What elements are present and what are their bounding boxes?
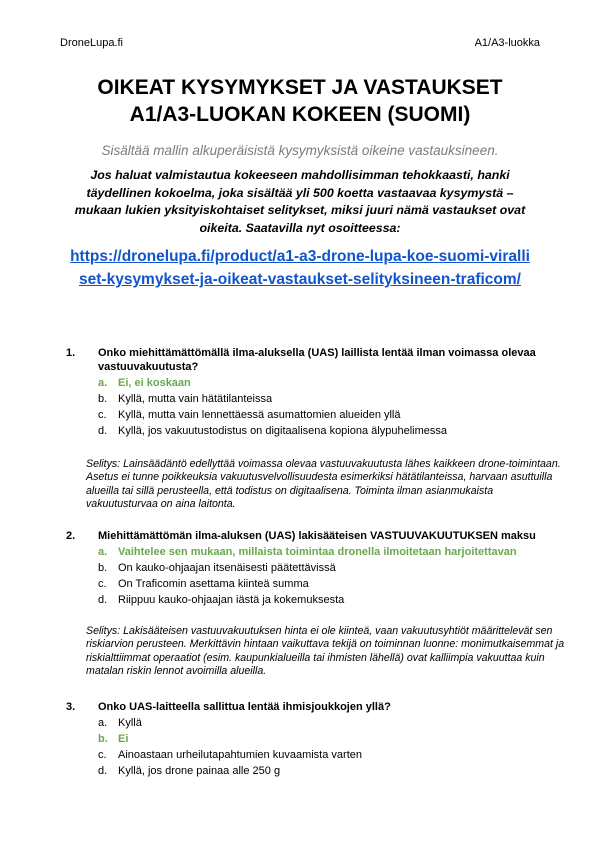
subtitle: Sisältää mallin alkuperäisistä kysymyksistä oikeine vastauksineen. <box>101 143 499 158</box>
answer-option: c. Kyllä, mutta vain lennettäessä asumattomien alueiden yllä <box>98 409 401 421</box>
answer-option-correct: b. Ei <box>98 733 129 745</box>
page-title <box>40 74 560 128</box>
question-text: Onko UAS-laitteella sallittua lentää ihmisjoukkojen yllä? <box>98 701 391 713</box>
header-category: A1/A3-luokka <box>474 37 540 49</box>
answer-option-correct: a. Ei, ei koskaan <box>98 377 191 389</box>
question-number: 1. <box>66 347 76 359</box>
answer-option: a. Kyllä <box>98 717 142 729</box>
question-text: Miehittämättömän ilma-aluksen (UAS) lakisääteisen VASTUUVAKUUTUKSEN maksu <box>98 530 536 542</box>
answer-option: d. Kyllä, jos drone painaa alle 250 g <box>98 765 281 777</box>
answer-option: b. Kyllä, mutta vain hätätilanteissa <box>98 393 273 405</box>
answer-option: c. Ainoastaan urheilutapahtumien kuvaamista varten <box>98 749 362 761</box>
answer-options <box>98 715 558 779</box>
answer-option: d. Kyllä, jos vakuutustodistus on digitaalisena kopiona älypuhelimessa <box>98 425 447 437</box>
question-text: Onko miehittämättömällä ilma-aluksella (UAS) laillista lentää ilman voimassa olevaa vastuuvakuutusta? <box>98 347 536 373</box>
promo-text: Jos haluat valmistautua kokeeseen mahdollisimman tehokkaasti, hanki täydellinen kokoelma, joka sisältää yli 500 koetta vastaavaa kysymystä – mukaan lukien yksityiskohtaiset selitykset, miksi juuri nämä vastaukset ovat oikeita. Saatavilla nyt osoitteessa: <box>74 168 526 235</box>
title-line-2: A1/A3-LUOKAN KOKEEN (SUOMI) <box>129 103 471 126</box>
explanation: Selitys: Lainsäädäntö edellyttää voimassa olevaa vastuuvakuutusta lähes kaikkeen drone-toimintaan. Asetus ei tunne poikkeuksia vakuutusvelvollisuudesta esimerkiksi hätätilanteissa, harvaan asuttuilla alueilla tai sillä perusteella, että todistus on digitaalisena. Toiminta ilman asianmukaista vakuutusturvaa on aina laitonta. <box>86 458 561 510</box>
answer-options <box>98 375 558 439</box>
question-number: 3. <box>66 701 76 713</box>
explanation: Selitys: Lakisääteisen vastuuvakuutuksen hinta ei ole kiinteä, vaan vakuutusyhtiöt määrittelevät sen riskiarvion perusteen. Merkittävin hintaan vaikuttava tekijä on toiminnan luonne: monimutkaisemmat ja riskialttiimmat operaatiot (esim. kaupunkialueilla tai ihmisten lähellä) ovat kalliimpia vakuuttaa kuin matalan riskin lennot avoimilla alueilla. <box>86 625 565 677</box>
answer-option: d. Riippuu kauko-ohjaajan iästä ja kokemuksesta <box>98 594 345 606</box>
answer-option-correct: a. Vaihtelee sen mukaan, millaista toimintaa dronella ilmoitetaan harjoitettavan <box>98 546 517 558</box>
header-site-name: DroneLupa.fi <box>60 37 123 49</box>
title-line-1: OIKEAT KYSYMYKSET JA VASTAUKSET <box>97 76 503 99</box>
answer-options <box>98 544 558 608</box>
answer-option: b. On kauko-ohjaajan itsenäisesti päätettävissä <box>98 562 336 574</box>
product-link[interactable]: https://dronelupa.fi/product/a1-a3-drone-lupa-koe-suomi-viralliset-kysymykset-ja-oikeat-vastaukset-selityksineen-traficom/ <box>70 248 530 288</box>
question-number: 2. <box>66 530 76 542</box>
answer-option: c. On Traficomin asettama kiinteä summa <box>98 578 309 590</box>
